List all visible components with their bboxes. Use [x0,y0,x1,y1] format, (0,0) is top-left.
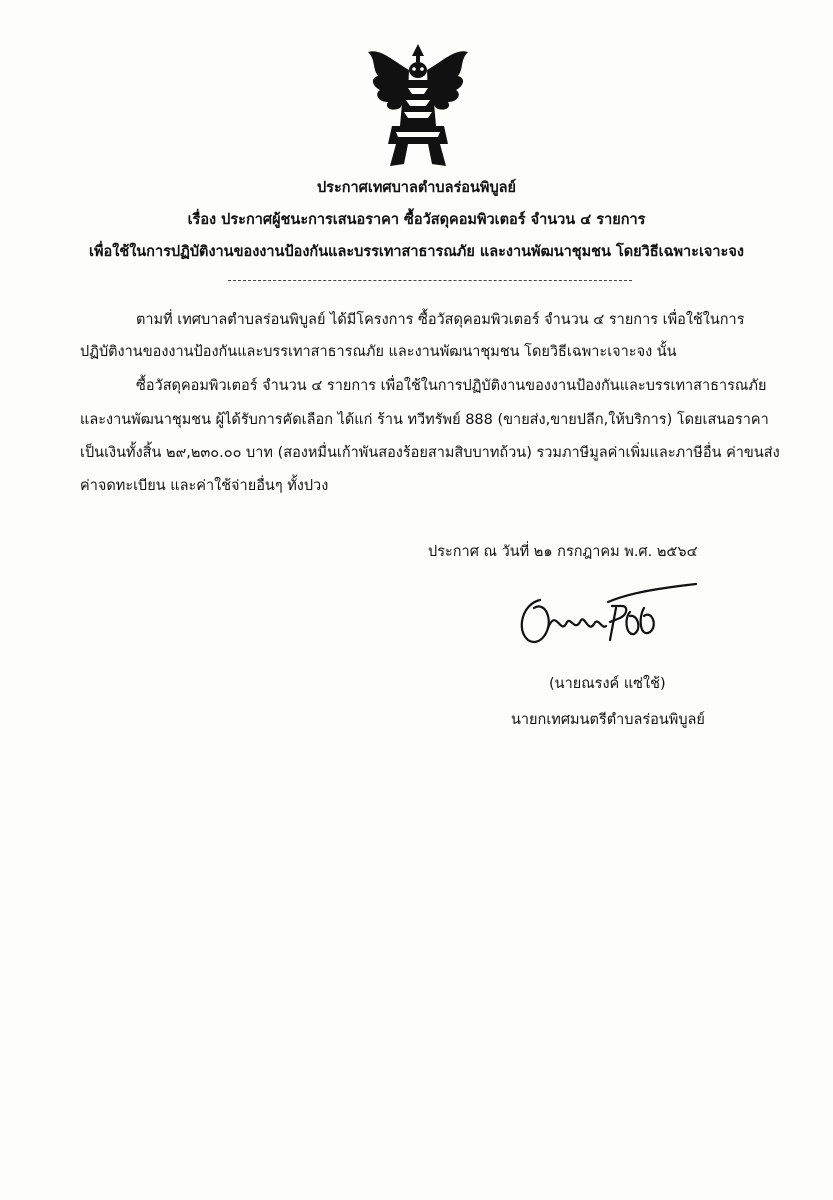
paragraph-1-line-2: ปฏิบัติงานของงานป้องกันและบรรเทาสาธารณภัย และงานพัฒนาชุมชน โดยวิธีเฉพาะเจาะจง นั้น [80,344,677,360]
paragraph-2-line-2: และงานพัฒนาชุมชน ผู้ได้รับการคัดเลือก ได้แก่ ร้าน ทวีทรัพย์ 888 (ขายส่ง,ขายปลีก,ให้บริการ) โดยเสนอราคา [80,412,769,428]
announcement-subject-continued: เพื่อใช้ในการปฏิบัติงานของงานป้องกันและบรรเทาสาธารณภัย และงานพัฒนาชุมชน โดยวิธีเฉพาะเจาะจง [89,244,744,260]
header-divider [228,280,632,281]
announcement-title: ประกาศเทศบาลตำบลร่อนพิบูลย์ [316,180,517,196]
announcement-date: ประกาศ ณ วันที่ ๒๑ กรกฎาคม พ.ศ. ๒๕๖๔ [428,544,698,560]
paragraph-2-line-1: ซื้อวัสดุคอมพิวเตอร์ จำนวน ๔ รายการ เพื่อใช้ในการปฏิบัติงานของงานป้องกันและบรรเทาสาธารณภัย [136,378,767,394]
paragraph-2-line-3: เป็นเงินทั้งสิ้น ๒๙,๒๓๐.๐๐ บาท (สองหมื่นเก้าพันสองร้อยสามสิบบาทถ้วน) รวมภาษีมูลค่าเพิ่มและภาษีอื่น ค่าขนส่ง [80,445,780,461]
paragraph-2-line-4: ค่าจดทะเบียน และค่าใช้จ่ายอื่นๆ ทั้งปวง [80,478,329,494]
handwritten-signature [512,578,700,660]
announcement-subject: เรื่อง ประกาศผู้ชนะการเสนอราคา ซื้อวัสดุคอมพิวเตอร์ จำนวน ๔ รายการ [187,212,646,228]
signer-name: (นายณรงค์ แซ่ใช้) [549,676,666,692]
garuda-emblem [362,40,474,170]
signer-title: นายกเทศมนตรีตำบลร่อนพิบูลย์ [511,712,705,728]
paragraph-1-line-1: ตามที่ เทศบาลตำบลร่อนพิบูลย์ ได้มีโครงการ ซื้อวัสดุคอมพิวเตอร์ จำนวน ๔ รายการ เพื่อใช้ในการ [136,312,745,328]
